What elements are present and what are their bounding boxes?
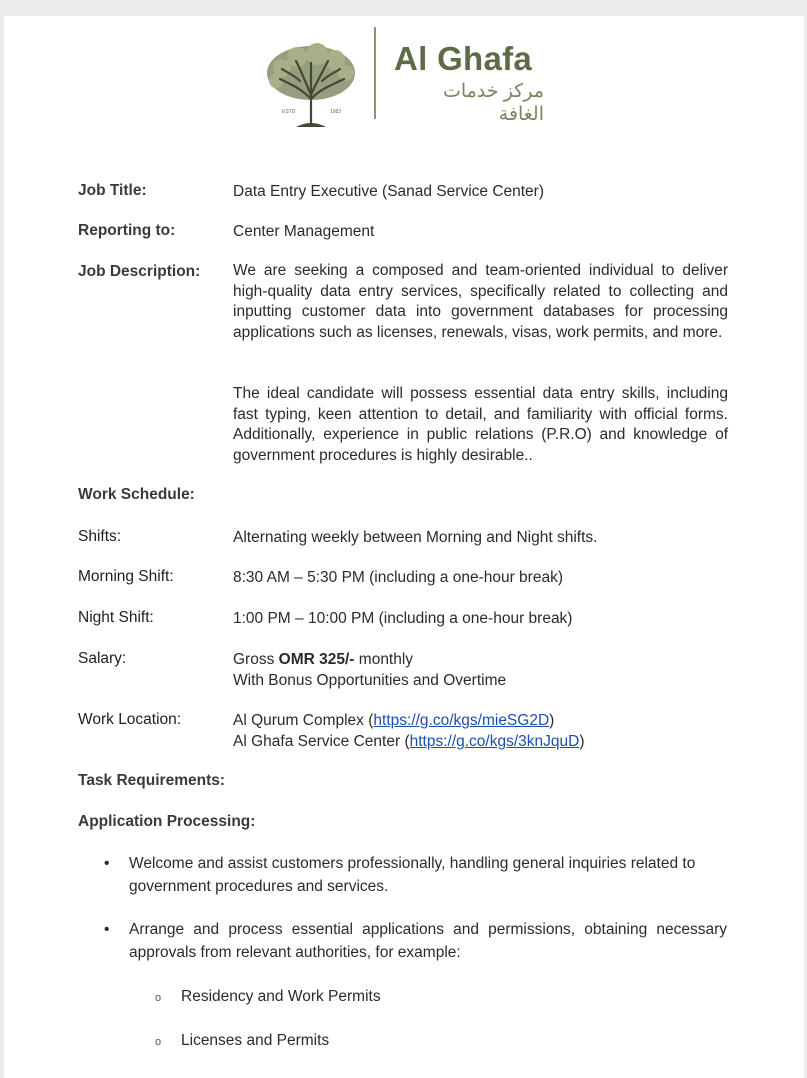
salary-amount: OMR 325/-	[278, 651, 355, 668]
salary-label: Salary:	[78, 650, 127, 667]
location-link[interactable]: https://g.co/kgs/3knJquD	[409, 732, 580, 750]
morning-shift-label: Morning Shift:	[78, 568, 174, 585]
job-description-paragraph-1	[233, 261, 728, 343]
salary-prefix: Gross	[233, 651, 275, 668]
morning-shift-value: 8:30 AM – 5:30 PM (including a one-hour break)	[233, 569, 563, 586]
work-location-label: Work Location:	[78, 711, 182, 728]
reporting-to-label: Reporting to:	[78, 222, 176, 239]
shifts-label: Shifts:	[78, 528, 122, 545]
job-title-label: Job Title:	[78, 182, 147, 199]
location-item: Al Qurum Complex (https://g.co/kgs/mieSG2D)	[233, 712, 555, 729]
shifts-value: Alternating weekly between Morning and Night shifts.	[233, 529, 598, 546]
job-description-label: Job Description:	[78, 263, 201, 280]
location-name: Al Ghafa Service Center	[233, 732, 401, 750]
night-shift-label: Night Shift:	[78, 609, 154, 626]
bullet-dot: •	[104, 921, 110, 938]
logo-divider	[374, 27, 376, 119]
brand-name-arabic: مركز خدمات الغافة	[442, 81, 544, 125]
work-location-value	[233, 711, 728, 752]
night-shift-value: 1:00 PM – 10:00 PM (including a one-hour break)	[233, 610, 573, 627]
salary-value	[233, 650, 728, 691]
salary-line-2: With Bonus Opportunities and Overtime	[233, 671, 507, 689]
job-posting-page	[4, 16, 804, 1078]
reporting-to-value: Center Management	[233, 223, 375, 240]
sub-list-item: Residency and Work Permits	[181, 988, 381, 1005]
list-item: Arrange and process essential applications and permissions, obtaining necessary approvals from relevant authorities, for example:	[129, 921, 727, 961]
task-requirements-label: Task Requirements:	[78, 772, 226, 789]
sub-bullet-circle: o	[155, 1036, 162, 1048]
location-item: Al Ghafa Service Center (https://g.co/kgs/3knJquD)	[233, 732, 585, 750]
estd-label: ESTD	[282, 109, 296, 115]
application-processing-label: Application Processing:	[78, 813, 256, 830]
estd-year: 1983	[330, 109, 342, 115]
brand-name: Al Ghafa	[394, 40, 533, 77]
salary-suffix: monthly	[358, 651, 414, 668]
sub-list-item: Licenses and Permits	[181, 1032, 330, 1049]
description-text-2: The ideal candidate will possess essential data entry skills, including fast typing, keen attention to detail, and familiarity with official forms. Additionally, experience in public relations (P.R.O) and knowledge of government procedures is highly desirable..	[233, 385, 728, 464]
job-title-value: Data Entry Executive (Sanad Service Center)	[233, 183, 544, 200]
description-text-1: We are seeking a composed and team-oriented individual to deliver high-quality data entry services, specifically related to collecting and inputting customer data into government databases for processing applications such as licenses, renewals, visas, work permits, and more.	[233, 262, 728, 341]
work-schedule-label: Work Schedule:	[78, 486, 195, 503]
tree-logo-icon	[262, 43, 360, 133]
job-description-paragraph-2	[233, 384, 728, 466]
sub-bullet-circle: o	[155, 992, 162, 1004]
location-link[interactable]: https://g.co/kgs/mieSG2D	[373, 712, 550, 729]
list-item: Welcome and assist customers professionally, handling general inquiries related to government procedures and services.	[129, 855, 696, 895]
salary-line-1	[233, 650, 728, 671]
bullet-dot: •	[104, 855, 110, 872]
location-name: Al Qurum Complex	[233, 712, 364, 729]
